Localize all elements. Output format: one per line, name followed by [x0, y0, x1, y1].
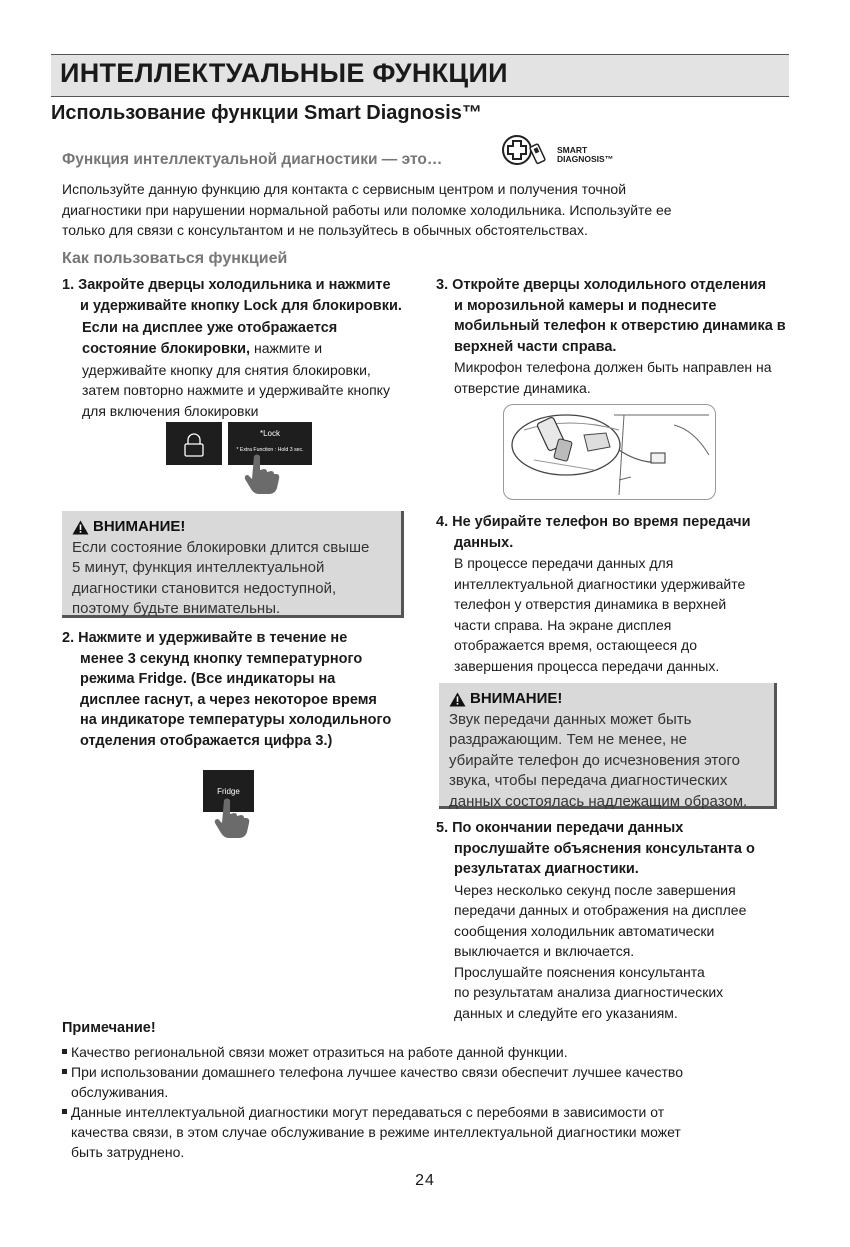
lock-icon — [166, 422, 222, 465]
fridge-label: Fridge — [217, 787, 240, 796]
howto-heading: Как пользоваться функцией — [62, 250, 288, 267]
page-title: Использование функции Smart Diagnosis™ — [51, 102, 482, 124]
warning-box-1: ВНИМАНИЕ! Если состояние блокировки длится свыше 5 минут, функция интеллектуальной диагностики становится недоступной, поэтому будьте внимательны. — [62, 511, 404, 618]
lock-label: *Lock — [259, 429, 280, 438]
phone-placement-illustration — [503, 404, 716, 500]
logo-text-smart: SMART — [557, 145, 588, 155]
warning-box-2: ВНИМАНИЕ! Звук передачи данных может быть раздражающим. Тем не менее, не убирайте телефон до исчезновения этого звука, чтобы передача диагностических данных состоялась надлежащим образом. — [439, 683, 777, 809]
intro-paragraph: Используйте данную функцию для контакта с сервисным центром и получения точной диагностики при нарушении нормальной работы или поломке холодильника. Используйте ее только для связи с консультантом и не пользуйтесь в обычных обстоятельствах. — [62, 181, 672, 238]
step-4: 4. Не убирайте телефон во время передачи данных. В процессе передачи данных для интеллектуальной диагностики удерживайте телефон у отверстия динамика в верхней части справа. На экране дисплея отображается время, остающееся до завершения процесса передачи данных. — [436, 514, 751, 674]
hand-pointer-icon-2 — [210, 796, 250, 843]
lock-sub-label: * Extra Function : Hold 3 sec. — [236, 447, 304, 453]
step-1-note: Если на дисплее уже отображается состояние блокировки, нажмите и удерживайте кнопку для снятия блокировки, затем повторно нажмите и удерживайте кнопку для включения блокировки — [82, 320, 390, 419]
step-3: 3. Откройте дверцы холодильного отделения и морозильной камеры и поднесите мобильный телефон к отверстию динамика в верхней части справа. Микрофон телефона должен быть направлен на отверстие динамика. — [436, 277, 786, 396]
step-1: 1. Закройте дверцы холодильника и нажмите и удерживайте кнопку Lock для блокировки. — [62, 277, 402, 314]
smart-diagnosis-icon — [500, 133, 552, 171]
warning-title-1: ВНИМАНИЕ! — [93, 518, 186, 535]
note-bullet: Качество региональной связи может отразиться на работе данной функции. — [62, 1042, 792, 1062]
logo-text-diagnosis: DIAGNOSIS™ — [557, 154, 614, 164]
bullet-icon — [62, 1069, 67, 1074]
step-2: 2. Нажмите и удерживайте в течение не менее 3 секунд кнопку температурного режима Fridge. (Все индикаторы на дисплее гаснут, а через некоторое время на индикаторе температуры холодильного отделения отображается цифра 3.) — [62, 630, 392, 749]
step-5: 5. По окончании передачи данных прослушайте объяснения консультанта о результатах диагностики. Через несколько секунд после завершения передачи данных и отображения на дисплее сообщения холодильник автоматически выключается и включается. Прослушайте пояснения консультанта по результатам анализа диагностических данных и следуйте его указаниям. — [436, 820, 755, 1021]
note-bullet: При использовании домашнего телефона лучшее качество связи обеспечит лучшее качество обслуживания. — [62, 1062, 792, 1102]
lock-panel-left — [166, 422, 222, 465]
section-title: ИНТЕЛЛЕКТУАЛЬНЫЕ ФУНКЦИИ — [60, 58, 508, 88]
bullet-icon — [62, 1109, 67, 1114]
note-title: Примечание! — [62, 1020, 156, 1036]
hand-pointer-icon — [240, 452, 280, 499]
note-list — [62, 1042, 792, 1162]
warning-title-2: ВНИМАНИЕ! — [470, 690, 563, 707]
warning-icon — [72, 520, 89, 535]
bullet-icon — [62, 1049, 67, 1054]
page-number: 24 — [415, 1172, 435, 1189]
smart-diagnosis-logo — [500, 133, 615, 171]
intro-subtitle: Функция интеллектуальной диагностики — это… — [62, 151, 443, 168]
warning-icon — [449, 692, 466, 707]
note-bullet: Данные интеллектуальной диагностики могут передаваться с перебоями в зависимости от качества связи, в этом случае обслуживание в режиме интеллектуальной диагностики может быть затруднено. — [62, 1102, 792, 1162]
